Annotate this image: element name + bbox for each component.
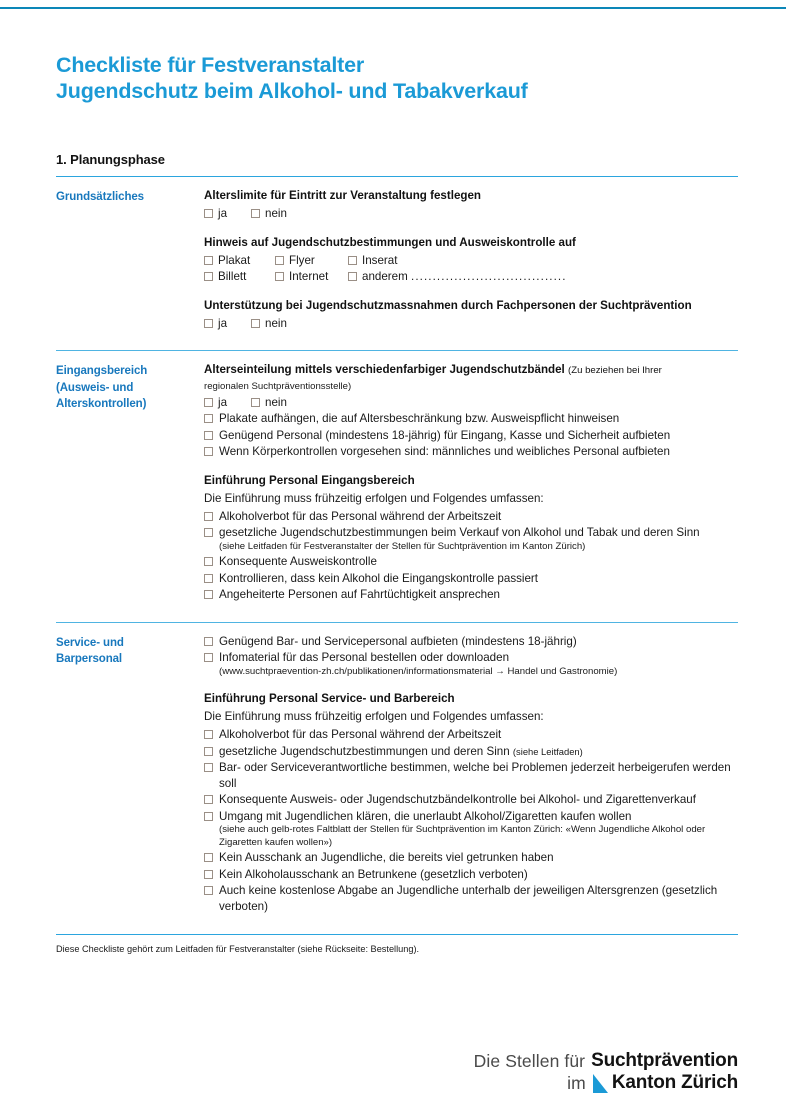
block-title: Alterslimite für Eintritt zur Veranstaltung festlegen <box>204 189 482 202</box>
checkbox-label: Inserat <box>362 253 398 267</box>
block-alterslimite <box>204 188 738 222</box>
checkbox-item-ja[interactable] <box>204 206 251 222</box>
checkbox-icon[interactable] <box>204 319 213 328</box>
block-title: Unterstützung bei Jugendschutzmassnahmen durch Fachpersonen der Suchtprävention <box>204 298 692 312</box>
checkbox-label: Flyer <box>289 253 315 267</box>
checkbox-item-anderem[interactable] <box>348 269 567 285</box>
checkbox-icon[interactable] <box>204 574 213 583</box>
logo-line-2-bold: Kanton Zürich <box>611 1072 738 1093</box>
checkbox-icon[interactable] <box>204 557 213 566</box>
checkbox-icon[interactable] <box>204 730 213 739</box>
page-title <box>56 0 738 104</box>
checkbox-icon[interactable] <box>204 209 213 218</box>
checklist-item-inline-note: (siehe Leitfaden) <box>512 745 583 757</box>
checkbox-label: nein <box>265 395 287 409</box>
title-line-2: Jugendschutz beim Alkohol- und Tabakverkauf <box>56 79 528 103</box>
checkbox-icon[interactable] <box>204 512 213 521</box>
checklist-item-label: Kontrollieren, dass kein Alkohol die Eingangskontrolle passiert <box>219 571 539 585</box>
checkbox-icon[interactable] <box>204 853 213 862</box>
checkbox-item-plakat[interactable] <box>204 253 275 269</box>
checkbox-icon[interactable] <box>251 398 260 407</box>
checklist-item-label <box>219 650 617 678</box>
checkbox-icon[interactable] <box>204 637 213 646</box>
checkbox-icon[interactable] <box>204 653 213 662</box>
section-label-line-1: Eingangsbereich <box>56 365 148 377</box>
checkbox-label: Plakat <box>218 253 251 267</box>
logo-line-1 <box>474 1050 738 1072</box>
block-title <box>204 362 738 378</box>
checklist-item[interactable] <box>204 444 738 460</box>
logo-line-1-bold: Suchtprävention <box>591 1050 738 1071</box>
checkbox-item-billett[interactable] <box>204 269 275 285</box>
organization-logo <box>474 1050 738 1094</box>
checkbox-label: ja <box>218 395 228 409</box>
checkbox-group-unterstuetzung <box>204 316 738 332</box>
phase-heading: 1. Planungsphase <box>56 152 165 167</box>
checkbox-label: Internet <box>289 270 329 283</box>
checkbox-icon[interactable] <box>204 886 213 895</box>
block-alterseinteilung <box>204 362 738 460</box>
title-line-1: Checkliste für Festveranstalter <box>56 53 365 77</box>
section-label-line-1: Service- und <box>56 636 124 649</box>
block-title: Hinweis auf Jugendschutzbestimmungen und Ausweiskontrolle auf <box>204 235 576 249</box>
checkbox-label-text: anderem <box>362 270 408 283</box>
block-einfuehrung-eingangsbereich <box>204 473 738 603</box>
section-body-grundsaetzliches <box>204 188 738 332</box>
checklist-item-label: Alkoholverbot für das Personal während der Arbeitszeit <box>219 728 502 741</box>
checklist-item-label: Wenn Körperkontrollen vorgesehen sind: männliches und weibliches Personal aufbieten <box>219 445 670 458</box>
block-title: Einführung Personal Service- und Barbereich <box>204 692 455 705</box>
checkbox-item-ja[interactable] <box>204 316 251 332</box>
checkbox-item-internet[interactable] <box>275 269 348 285</box>
section-body-service-barpersonal <box>204 634 738 916</box>
section-eingangsbereich <box>56 351 738 613</box>
checkbox-icon[interactable] <box>204 528 213 537</box>
checkbox-label: nein <box>265 316 287 330</box>
checklist-item[interactable] <box>204 867 738 883</box>
checklist-item[interactable] <box>204 727 738 743</box>
triangle-icon <box>593 1074 608 1093</box>
checklist-item-text: Infomaterial für das Personal bestellen oder downloaden <box>219 651 510 664</box>
block-title: Einführung Personal Eingangsbereich <box>204 473 415 487</box>
checklist-item[interactable] <box>204 554 738 570</box>
checkbox-label: ja <box>218 316 228 330</box>
checklist-item[interactable] <box>204 650 738 678</box>
block-title-note: (Zu beziehen bei Ihrer <box>568 365 662 376</box>
block-note: regionalen Suchtpräventionsstelle) <box>204 381 352 392</box>
section-label-line-3: Alterskontrollen) <box>56 398 147 410</box>
checkbox-item-flyer[interactable] <box>275 253 348 269</box>
checkbox-icon[interactable] <box>204 256 213 265</box>
checklist-item-label: Kein Ausschank an Jugendliche, die bereits viel getrunken haben <box>219 851 554 864</box>
checklist-item-label: Bar- oder Serviceverantwortliche bestimmen, welche bei Problemen jederzeit herbeigerufen werden soll <box>219 761 731 790</box>
checkbox-item-inserat[interactable] <box>348 253 397 269</box>
block-hinweis <box>204 235 738 285</box>
section-label-line-2: (Ausweis- und <box>56 381 134 394</box>
block-unterstuetzung <box>204 298 738 332</box>
checklist-item[interactable] <box>204 587 738 603</box>
checkbox-item-ja[interactable] <box>204 395 251 411</box>
checklist-item-label: Genügend Personal (mindestens 18-jährig) für Eingang, Kasse und Sicherheit aufbieten <box>219 428 671 442</box>
checkbox-icon[interactable] <box>204 398 213 407</box>
checkbox-icon[interactable] <box>204 590 213 599</box>
section-body-eingangsbereich <box>204 362 738 604</box>
checklist-item-label: Kein Alkoholausschank an Betrunkene (gesetzlich verboten) <box>219 867 528 881</box>
block-title-text: Alterseinteilung mittels verschiedenfarbiger Jugendschutzbändel <box>204 363 565 376</box>
checklist-item[interactable] <box>204 850 738 866</box>
checklist-item[interactable] <box>204 509 738 525</box>
logo-line-2-light: im <box>567 1073 586 1093</box>
checkbox-icon[interactable] <box>275 272 284 281</box>
checklist-item-label <box>219 809 738 850</box>
checklist-item-subnote: (siehe auch gelb-rotes Faltblatt der Stellen für Suchtprävention im Kanton Zürich: «Wenn Jugendliche Alkohol oder Zigaretten kaufen wollen») <box>219 824 706 848</box>
section-service-barpersonal <box>56 623 738 925</box>
block-personal-basics <box>204 634 738 679</box>
section-label-line-2: Barpersonal <box>56 653 123 665</box>
checklist-item-label: Angeheiterte Personen auf Fahrtüchtigkeit ansprechen <box>219 588 501 601</box>
checklist-item-subnote: (www.suchtpraevention-zh.ch/publikationen/informationsmaterial → Handel und Gastronomie) <box>219 665 618 677</box>
checklist-item-subnote: (siehe Leitfaden für Festveranstalter der Stellen für Suchtprävention im Kanton Zürich) <box>219 540 586 552</box>
checkbox-icon[interactable] <box>348 272 357 281</box>
checkbox-label: nein <box>265 207 287 220</box>
checkbox-item-nein[interactable] <box>251 206 287 222</box>
checklist-item[interactable] <box>204 428 738 444</box>
checkbox-icon[interactable] <box>204 747 213 756</box>
block-lead: Die Einführung muss frühzeitig erfolgen und Folgendes umfassen: <box>204 491 544 505</box>
checkbox-label: ja <box>218 207 228 220</box>
checklist-item[interactable] <box>204 525 738 553</box>
logo-line-2 <box>474 1072 738 1094</box>
checkbox-icon[interactable] <box>204 272 213 281</box>
checkbox-icon[interactable] <box>204 431 213 440</box>
checklist-item[interactable] <box>204 792 738 808</box>
block-einfuehrung-barbereich <box>204 691 738 914</box>
checklist-item[interactable] <box>204 809 738 850</box>
checklist-item-label: Konsequente Ausweis- oder Jugendschutzbändelkontrolle bei Alkohol- und Zigarettenverkauf <box>219 793 696 806</box>
section-label-grundsaetzliches: Grundsätzliches <box>56 191 144 203</box>
section-grundsaetzliches <box>56 177 738 341</box>
checkbox-label: Billett <box>218 270 247 283</box>
checklist-item-label: Auch keine kostenlose Abgabe an Jugendliche unterhalb der jeweiligen Altersgrenzen (gesetzlich verboten) <box>219 884 718 913</box>
checklist-item-label <box>219 525 700 553</box>
checklist-item[interactable] <box>204 634 738 650</box>
checklist-item[interactable] <box>204 571 738 587</box>
checkbox-item-nein[interactable] <box>251 316 287 332</box>
checkbox-group-media-row2 <box>204 269 738 285</box>
block-lead: Die Einführung muss frühzeitig erfolgen und Folgendes umfassen: <box>204 710 544 723</box>
checklist-item-label: Genügend Bar- und Servicepersonal aufbieten (mindestens 18-jährig) <box>219 634 577 648</box>
checklist-item[interactable] <box>204 883 738 914</box>
checklist-item-text: Umgang mit Jugendlichen klären, die unerlaubt Alkohol/Zigaretten kaufen wollen <box>219 809 632 823</box>
checkbox-icon[interactable] <box>251 209 260 218</box>
checkbox-icon[interactable] <box>204 447 213 456</box>
checkbox-icon[interactable] <box>204 812 213 821</box>
checkbox-group-media-row1 <box>204 253 738 269</box>
section-label-eingangsbereich <box>56 362 204 413</box>
checklist-item[interactable] <box>204 744 738 760</box>
divider-footer <box>56 934 738 935</box>
checklist-item-text: gesetzliche Jugendschutzbestimmungen und deren Sinn <box>219 744 510 758</box>
logo-line-1-light: Die Stellen für <box>473 1051 586 1071</box>
checklist-item-label <box>219 744 583 760</box>
section-label-service-barpersonal <box>56 634 204 668</box>
checklist-item[interactable] <box>204 411 738 427</box>
checkbox-icon[interactable] <box>348 256 357 265</box>
checkbox-icon[interactable] <box>204 870 213 879</box>
footer-note: Diese Checkliste gehört zum Leitfaden für Festveranstalter (siehe Rückseite: Bestellung). <box>56 944 420 954</box>
checklist-item-label: Konsequente Ausweiskontrolle <box>219 555 377 568</box>
document-content <box>56 0 738 956</box>
checklist-item-text: gesetzliche Jugendschutzbestimmungen beim Verkauf von Alkohol und Tabak und deren Sinn <box>219 526 700 539</box>
checkbox-group-alterslimite <box>204 206 738 222</box>
checkbox-item-nein[interactable] <box>251 395 287 411</box>
checkbox-icon[interactable] <box>204 795 213 804</box>
checkbox-icon[interactable] <box>275 256 284 265</box>
checkbox-icon[interactable] <box>204 763 213 772</box>
checklist-item[interactable] <box>204 760 738 791</box>
checkbox-label <box>362 269 567 285</box>
fill-in-dotted-line[interactable]: .................................... <box>411 270 567 283</box>
checklist-item-label: Alkoholverbot für das Personal während der Arbeitszeit <box>219 509 502 523</box>
checkbox-icon[interactable] <box>251 319 260 328</box>
checklist-item-label: Plakate aufhängen, die auf Altersbeschränkung bzw. Ausweispflicht hinweisen <box>219 412 620 425</box>
checkbox-icon[interactable] <box>204 414 213 423</box>
checkbox-group-alterseinteilung <box>204 395 738 411</box>
